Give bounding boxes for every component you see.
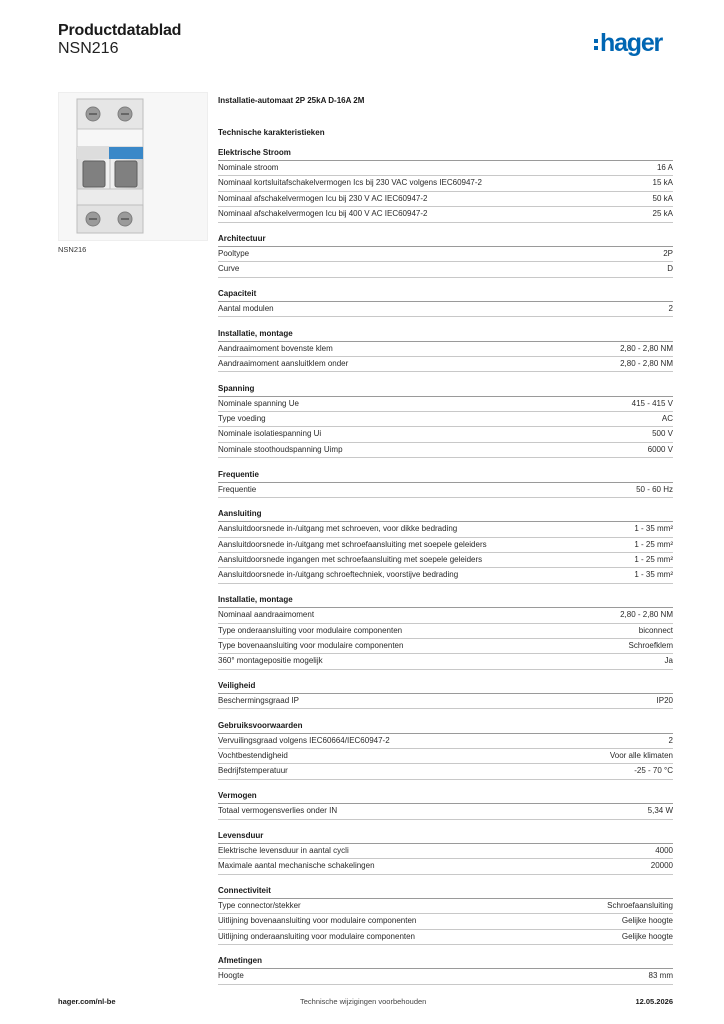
- spec-label: Nominaal afschakelvermogen Icu bij 400 V AC IEC60947-2: [218, 209, 428, 219]
- spec-value: 1 - 35 mm²: [634, 570, 673, 580]
- header-title: Productdatablad: [58, 22, 182, 39]
- spec-label: Type onderaansluiting voor modulaire componenten: [218, 625, 403, 635]
- spec-row: [218, 247, 673, 262]
- spec-row: [218, 624, 673, 639]
- spec-label: Vervuilingsgraad volgens IEC60664/IEC60947-2: [218, 735, 390, 745]
- spec-section: [218, 468, 673, 498]
- spec-row: [218, 357, 673, 372]
- spec-row: [218, 443, 673, 458]
- spec-row: [218, 302, 673, 317]
- spec-row: [218, 749, 673, 764]
- spec-section: [218, 327, 673, 373]
- spec-row: [218, 161, 673, 176]
- hager-logo: [594, 28, 662, 58]
- footer-disclaimer: Technische wijzigingen voorbehouden: [300, 997, 427, 1006]
- spec-value: 2P: [663, 248, 673, 258]
- spec-label: Elektrische levensduur in aantal cycli: [218, 845, 349, 855]
- spec-value: -25 - 70 °C: [634, 766, 673, 776]
- section-title: Spanning: [218, 382, 673, 397]
- spec-row: [218, 553, 673, 568]
- spec-row: [218, 694, 673, 709]
- spec-label: Hoogte: [218, 971, 244, 981]
- spec-label: Nominaal afschakelvermogen Icu bij 230 V AC IEC60947-2: [218, 193, 428, 203]
- logo-wordmark: hager: [600, 28, 663, 57]
- product-image: [58, 92, 208, 241]
- spec-section: [218, 382, 673, 459]
- spec-label: 360° montagepositie mogelijk: [218, 656, 323, 666]
- spec-value: 83 mm: [648, 971, 673, 981]
- spec-value: IP20: [656, 695, 673, 705]
- section-title: Veiligheid: [218, 679, 673, 694]
- spec-row: [218, 914, 673, 929]
- section-title: Gebruiksvoorwaarden: [218, 719, 673, 734]
- spec-value: 20000: [650, 861, 673, 871]
- spec-label: Pooltype: [218, 248, 250, 258]
- spec-row: [218, 397, 673, 412]
- spec-value: 1 - 35 mm²: [634, 524, 673, 534]
- spec-section: [218, 884, 673, 945]
- spec-label: Nominale isolatiespanning Ui: [218, 429, 322, 439]
- spec-value: biconnect: [638, 625, 673, 635]
- spec-row: [218, 930, 673, 945]
- image-caption: NSN216: [58, 245, 87, 254]
- spec-label: Aandraaimoment bovenste klem: [218, 343, 333, 353]
- spec-value: 2,80 - 2,80 NM: [620, 343, 673, 353]
- spec-value: Schroefaansluiting: [607, 900, 673, 910]
- spec-row: [218, 538, 673, 553]
- section-title: Aansluiting: [218, 507, 673, 522]
- spec-section: [218, 719, 673, 780]
- spec-row: [218, 207, 673, 222]
- spec-value: 2,80 - 2,80 NM: [620, 359, 673, 369]
- section-title: Levensduur: [218, 829, 673, 844]
- spec-section: [218, 232, 673, 278]
- spec-label: Nominaal kortsluitafschakelvermogen Ics bij 230 VAC volgens IEC60947-2: [218, 178, 482, 188]
- spec-value: 6000 V: [647, 444, 673, 454]
- spec-row: [218, 176, 673, 191]
- spec-label: Totaal vermogensverlies onder IN: [218, 806, 338, 816]
- spec-value: 50 - 60 Hz: [636, 484, 673, 494]
- spec-label: Type connector/stekker: [218, 900, 301, 910]
- spec-label: Nominale spanning Ue: [218, 398, 299, 408]
- spec-row: [218, 342, 673, 357]
- spec-row: [218, 192, 673, 207]
- spec-label: Aansluitdoorsnede ingangen met schroefaansluiting met soepele geleiders: [218, 555, 483, 565]
- spec-row: [218, 844, 673, 859]
- spec-value: 2,80 - 2,80 NM: [620, 610, 673, 620]
- spec-label: Bedrijfstemperatuur: [218, 766, 288, 776]
- spec-value: Schroefklem: [628, 640, 673, 650]
- spec-label: Aantal modulen: [218, 303, 274, 313]
- spec-value: 50 kA: [652, 193, 673, 203]
- spec-label: Curve: [218, 264, 240, 274]
- spec-value: D: [667, 264, 673, 274]
- spec-row: [218, 969, 673, 984]
- spec-row: [218, 734, 673, 749]
- footer-website-link[interactable]: hager.com/nl-be: [58, 997, 116, 1006]
- spec-label: Type bovenaansluiting voor modulaire componenten: [218, 640, 404, 650]
- product-code: NSN216: [58, 40, 119, 57]
- spec-value: 1 - 25 mm²: [634, 555, 673, 565]
- spec-label: Nominale stroom: [218, 163, 279, 172]
- spec-value: 15 kA: [652, 178, 673, 188]
- spec-content: [218, 94, 673, 994]
- section-title: Architectuur: [218, 232, 673, 247]
- spec-row: [218, 483, 673, 498]
- spec-row: [218, 262, 673, 277]
- section-title: Elektrische Stroom: [218, 146, 673, 161]
- section-title: Afmetingen: [218, 954, 673, 969]
- spec-row: [218, 859, 673, 874]
- spec-section: [218, 287, 673, 317]
- spec-row: [218, 764, 673, 779]
- spec-value: Voor alle klimaten: [609, 751, 673, 761]
- spec-row: [218, 568, 673, 583]
- spec-row: [218, 654, 673, 669]
- spec-row: [218, 427, 673, 442]
- spec-section: [218, 679, 673, 709]
- spec-row: [218, 608, 673, 623]
- spec-value: 5,34 W: [647, 806, 673, 816]
- spec-section: [218, 954, 673, 984]
- spec-row: [218, 639, 673, 654]
- spec-row: [218, 804, 673, 819]
- footer: [58, 997, 673, 1009]
- section-title: Installatie, montage: [218, 327, 673, 342]
- spec-label: Aansluitdoorsnede in-/uitgang met schroeven, voor dikke bedrading: [218, 524, 458, 534]
- logo-dots-icon: [594, 39, 598, 50]
- spec-value: 2: [668, 303, 673, 313]
- spec-label: Uitlijning onderaansluiting voor modulaire componenten: [218, 931, 416, 941]
- spec-section: [218, 829, 673, 875]
- spec-row: [218, 899, 673, 914]
- spec-section: [218, 593, 673, 670]
- spec-value: 2: [668, 735, 673, 745]
- spec-value: 16 A: [656, 163, 673, 172]
- spec-label: Frequentie: [218, 484, 257, 494]
- spec-label: Type voeding: [218, 414, 266, 424]
- spec-section: [218, 507, 673, 584]
- spec-section: [218, 789, 673, 819]
- product-title: Installatie-automaat 2P 25kA D-16A 2M: [218, 96, 365, 105]
- circuit-breaker-image: [59, 93, 207, 240]
- spec-label: Beschermingsgraad IP: [218, 695, 299, 705]
- spec-label: Aandraaimoment aansluitklem onder: [218, 359, 349, 369]
- spec-row: [218, 412, 673, 427]
- spec-section: [218, 146, 673, 223]
- spec-value: AC: [661, 414, 673, 424]
- tech-title: Technische karakteristieken: [218, 128, 325, 137]
- spec-value: Gelijke hoogte: [621, 931, 673, 941]
- spec-label: Vochtbestendigheid: [218, 751, 288, 761]
- spec-label: Uitlijning bovenaansluiting voor modulaire componenten: [218, 916, 417, 926]
- section-title: Installatie, montage: [218, 593, 673, 608]
- spec-label: Maximale aantal mechanische schakelingen: [218, 861, 375, 871]
- section-title: Capaciteit: [218, 287, 673, 302]
- spec-value: 25 kA: [652, 209, 673, 219]
- footer-date: 12.05.2026: [635, 997, 673, 1006]
- spec-row: [218, 522, 673, 537]
- spec-label: Nominale stoothoudspanning Uimp: [218, 444, 343, 454]
- section-title: Connectiviteit: [218, 884, 673, 899]
- spec-label: Aansluitdoorsnede in-/uitgang schroeftechniek, voorstijve bedrading: [218, 570, 459, 580]
- spec-sections: [218, 146, 673, 985]
- spec-label: Aansluitdoorsnede in-/uitgang met schroefaansluiting met soepele geleiders: [218, 539, 487, 549]
- section-title: Vermogen: [218, 789, 673, 804]
- spec-value: Ja: [664, 656, 673, 666]
- spec-value: 4000: [655, 845, 673, 855]
- spec-value: 500 V: [652, 429, 673, 439]
- spec-label: Nominaal aandraaimoment: [218, 610, 315, 620]
- spec-value: 415 - 415 V: [631, 398, 673, 408]
- spec-value: 1 - 25 mm²: [634, 539, 673, 549]
- spec-value: Gelijke hoogte: [621, 916, 673, 926]
- section-title: Frequentie: [218, 468, 673, 483]
